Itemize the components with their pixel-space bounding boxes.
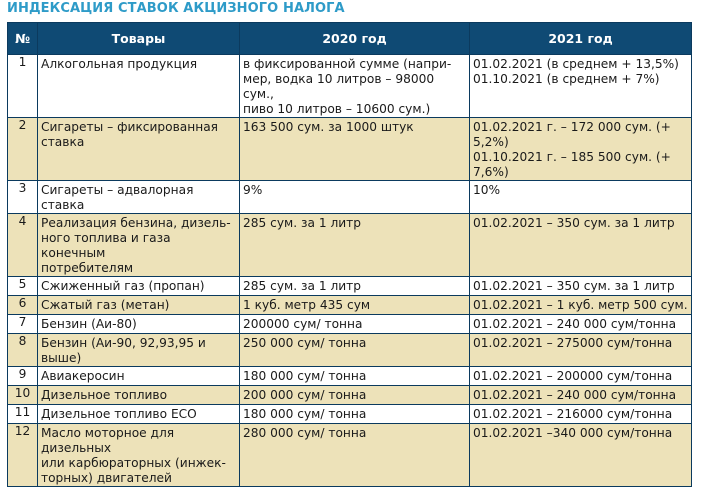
row-2021: 01.02.2021 (в среднем + 13,5%) 01.10.2021 (в среднем + 7%)	[470, 55, 692, 118]
row-2020: 180 000 сум/ тонна	[240, 367, 470, 386]
table-row	[8, 334, 692, 367]
row-number: 7	[8, 315, 38, 334]
row-number: 6	[8, 296, 38, 315]
row-2021: 01.02.2021 – 1 куб. метр 500 сум.	[470, 296, 692, 315]
row-2020: 285 сум. за 1 литр	[240, 214, 470, 277]
table-header-row	[8, 23, 692, 55]
row-2020: 9%	[240, 181, 470, 214]
table-row	[8, 277, 692, 296]
table-row	[8, 315, 692, 334]
table-row	[8, 386, 692, 405]
row-2020: 1 куб. метр 435 сум	[240, 296, 470, 315]
row-2021: 01.02.2021 – 350 сум. за 1 литр	[470, 214, 692, 277]
table-row	[8, 214, 692, 277]
row-2021: 01.02.2021 –340 000 сум/тонна	[470, 424, 692, 487]
row-2020: 200000 сум/ тонна	[240, 315, 470, 334]
table-row	[8, 367, 692, 386]
row-item: Масло моторное для дизельных или карбюраторных (инжек- торных) двигателей	[38, 424, 240, 487]
excise-rates-table	[7, 22, 692, 487]
row-2020: 280 000 сум/ тонна	[240, 424, 470, 487]
row-item: Алкогольная продукция	[38, 55, 240, 118]
row-number: 10	[8, 386, 38, 405]
row-number: 11	[8, 405, 38, 424]
row-number: 4	[8, 214, 38, 277]
row-2020: 163 500 сум. за 1000 штук	[240, 118, 470, 181]
table-row	[8, 296, 692, 315]
row-2020: 180 000 сум/ тонна	[240, 405, 470, 424]
row-item: Сигареты – фиксированная ставка	[38, 118, 240, 181]
row-number: 9	[8, 367, 38, 386]
table-row	[8, 55, 692, 118]
row-2021: 01.02.2021 – 350 сум. за 1 литр	[470, 277, 692, 296]
row-2020: в фиксированной сумме (напри- мер, водка 10 литров – 98000 сум., пиво 10 литров – 10600 сум.)	[240, 55, 470, 118]
row-item: Сжиженный газ (пропан)	[38, 277, 240, 296]
row-number: 1	[8, 55, 38, 118]
row-2021: 01.02.2021 – 216000 сум/тонна	[470, 405, 692, 424]
row-2020: 285 сум. за 1 литр	[240, 277, 470, 296]
page-title: ИНДЕКСАЦИЯ СТАВОК АКЦИЗНОГО НАЛОГА	[7, 1, 345, 16]
row-2021: 01.02.2021 – 200000 сум/тонна	[470, 367, 692, 386]
row-number: 5	[8, 277, 38, 296]
row-2020: 200 000 сум/ тонна	[240, 386, 470, 405]
table-row	[8, 118, 692, 181]
row-number: 12	[8, 424, 38, 487]
row-2021: 10%	[470, 181, 692, 214]
row-2021: 01.02.2021 г. – 172 000 сум. (+ 5,2%) 01.10.2021 г. – 185 500 сум. (+ 7,6%)	[470, 118, 692, 181]
row-item: Бензин (Аи-90, 92,93,95 и выше)	[38, 334, 240, 367]
header-2020: 2020 год	[240, 23, 470, 55]
row-item: Дизельное топливо	[38, 386, 240, 405]
table-row	[8, 181, 692, 214]
row-item: Сигареты – адвалорная ставка	[38, 181, 240, 214]
row-number: 2	[8, 118, 38, 181]
header-2021: 2021 год	[470, 23, 692, 55]
row-2021: 01.02.2021 – 240 000 сум/тонна	[470, 315, 692, 334]
row-item: Авиакеросин	[38, 367, 240, 386]
row-number: 8	[8, 334, 38, 367]
row-2021: 01.02.2021 – 240 000 сум/тонна	[470, 386, 692, 405]
row-2020: 250 000 сум/ тонна	[240, 334, 470, 367]
table-row	[8, 405, 692, 424]
header-number: №	[8, 23, 38, 55]
row-item: Реализация бензина, дизель- ного топлива и газа конечным потребителям	[38, 214, 240, 277]
row-item: Сжатый газ (метан)	[38, 296, 240, 315]
row-item: Бензин (Аи-80)	[38, 315, 240, 334]
row-item: Дизельное топливо ECO	[38, 405, 240, 424]
row-number: 3	[8, 181, 38, 214]
row-2021: 01.02.2021 – 275000 сум/тонна	[470, 334, 692, 367]
header-goods: Товары	[38, 23, 240, 55]
